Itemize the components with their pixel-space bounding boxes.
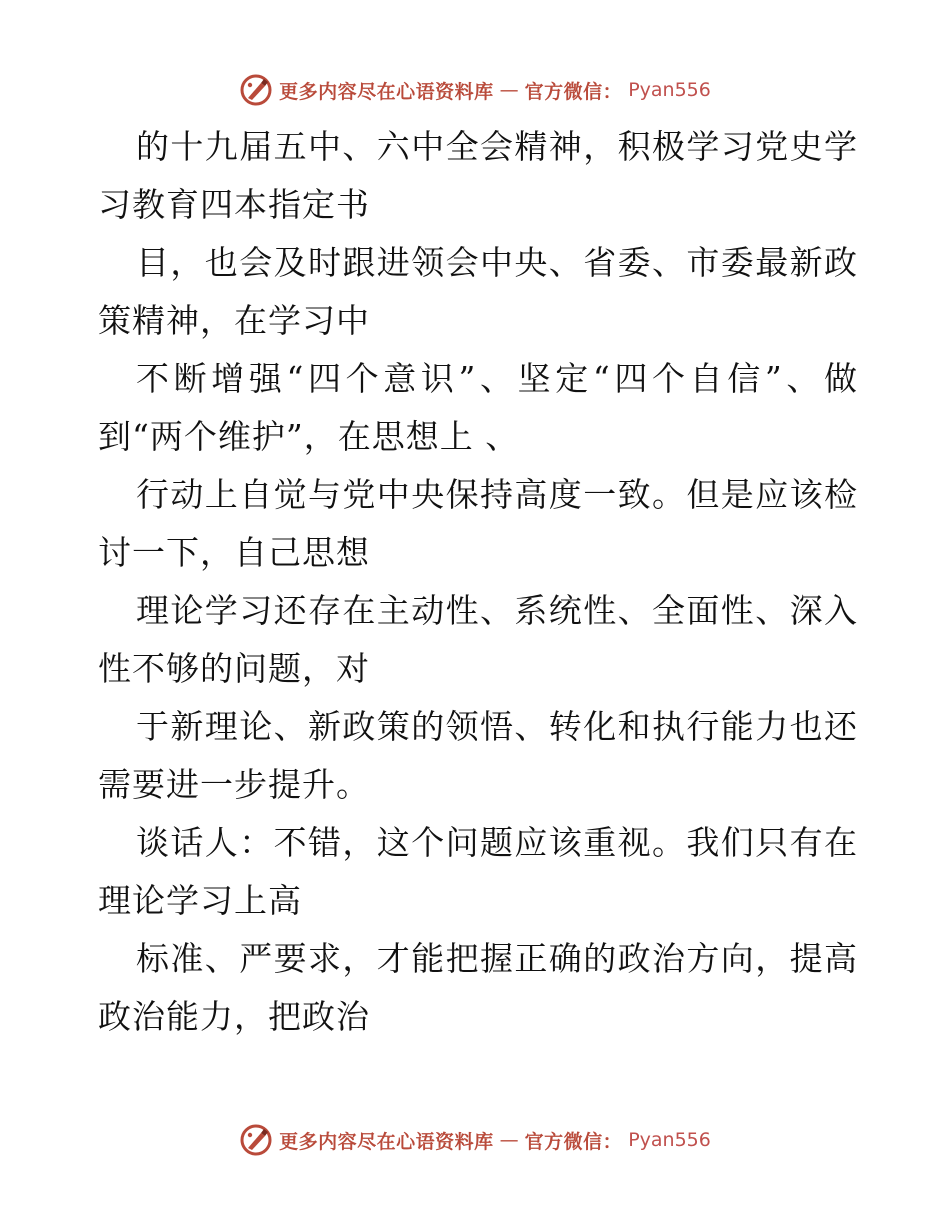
text-line: 策精神，在学习中	[98, 301, 370, 340]
watermark-label: 官方微信：	[524, 1130, 623, 1153]
header-watermark	[0, 70, 950, 110]
pen-logo-icon	[239, 73, 273, 107]
pen-logo-icon	[239, 1123, 273, 1157]
text-line: 不断增强“四个意识”、坚定“四个自信”、做	[136, 359, 858, 398]
text-line: 政治能力，把政治	[98, 997, 370, 1036]
watermark-dash: —	[499, 1129, 519, 1151]
text-line: 于新理论、新政策的领悟、转化和执行能力也还	[136, 707, 858, 746]
watermark-account: Pyan556	[628, 1129, 711, 1151]
text-line: 理论学习上高	[98, 881, 302, 920]
watermark-label: 官方微信：	[524, 80, 623, 103]
text-line: 需要进一步提升。	[98, 765, 370, 804]
text-line: 理论学习还存在主动性、系统性、全面性、深入	[136, 591, 858, 630]
text-line: 目，也会及时跟进领会中央、省委、市委最新政	[136, 243, 858, 282]
footer-watermark	[0, 1120, 950, 1160]
text-line: 谈话人：不错，这个问题应该重视。我们只有在	[136, 823, 858, 862]
text-line: 标准、严要求，才能把握正确的政治方向，提高	[136, 939, 858, 978]
watermark-text: 更多内容尽在心语资料库	[279, 1130, 494, 1153]
watermark-dash: —	[499, 79, 519, 101]
text-line: 的十九届五中、六中全会精神，积极学习党史学	[136, 127, 858, 166]
text-line: 性不够的问题，对	[98, 649, 370, 688]
text-line: 到“两个维护”，在思想上 、	[98, 417, 520, 456]
watermark-account: Pyan556	[628, 79, 711, 101]
text-line: 习教育四本指定书	[98, 185, 370, 224]
text-line: 行动上自觉与党中央保持高度一致。但是应该检	[136, 475, 858, 514]
document-body	[98, 118, 858, 1046]
text-line: 讨一下，自己思想	[98, 533, 370, 572]
watermark-text: 更多内容尽在心语资料库	[279, 80, 494, 103]
